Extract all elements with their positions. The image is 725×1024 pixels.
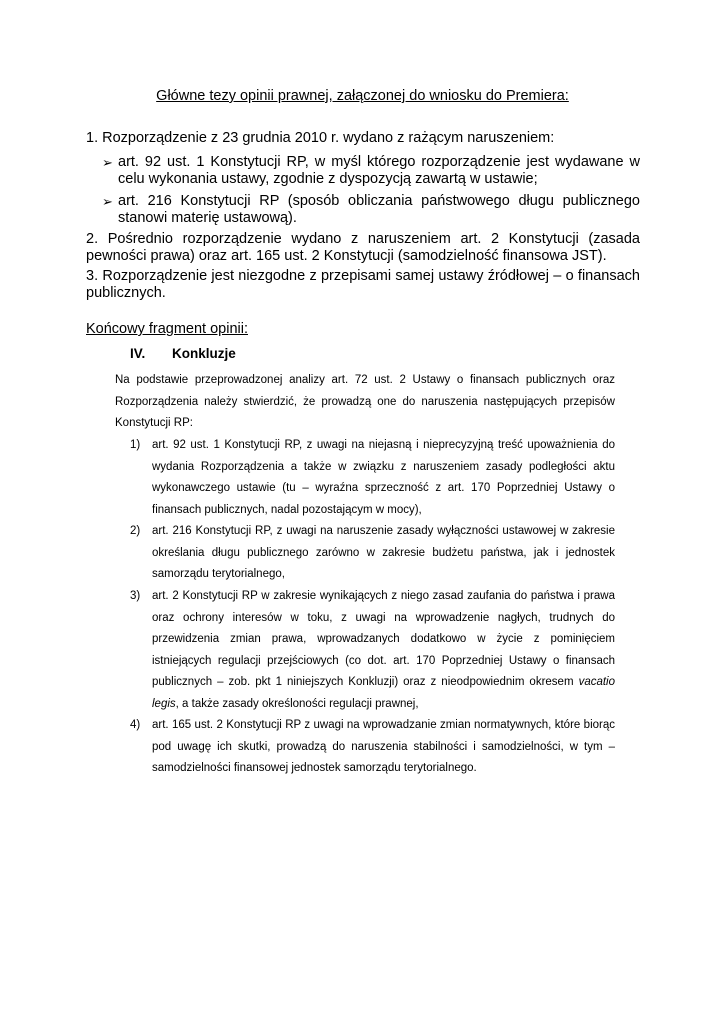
conclusion-intro: Na podstawie przeprowadzonej analizy art. 72 ust. 2 Ustawy o finansach publicznych oraz Rozporządzenia należy stwierdzić, że prowadzą one do naruszenia następujących przepisów Konstytucji RP:	[115, 374, 615, 429]
section-number: IV.	[130, 346, 146, 361]
point-2: 2. Pośrednio rozporządzenie wydano z naruszeniem art. 2 Konstytucji (zasada pewności prawa) oraz art. 165 ust. 2 Konstytucji (samodzielność finansowa JST).	[86, 231, 640, 264]
bullet-text: art. 92 ust. 1 Konstytucji RP, w myśl którego rozporządzenie jest wydawane w celu wykonania ustawy, zgodnie z dyspozycją zawartą w ustawie;	[118, 154, 640, 187]
list-item	[130, 586, 615, 715]
section-heading	[130, 346, 236, 361]
bullet-list-2	[102, 193, 640, 227]
document-title: Główne tezy opinii prawnej, załączonej do wniosku do Premiera:	[156, 88, 569, 104]
item-text: art. 2 Konstytucji RP w zakresie wynikających z niego zasad zaufania do państwa i prawa oraz ochrony interesów w toku, z uwagi na wprowadzenie nagłych, trudnych do przewidzenia zmian prawa, wprowadzanych dodatkowo w życie z pominięciem istniejących regulacji przejściowych (co dot. art. 170 Poprzedniej Ustawy o finansach publicznych – zob. pkt 1 niniejszych Konkluzji) oraz z nieodpowiednim okresem	[152, 590, 615, 688]
item-text: art. 92 ust. 1 Konstytucji RP, z uwagi na niejasną i nieprecyzyjną treść upoważnienia do wydania Rozporządzenia a także w związku z naruszeniem zasady podległości aktu wykonawczego ustawie (tu – wyraźna sprzeczność z art. 170 Poprzedniej Ustawy o finansach publicznych, nadal pozostającym w mocy),	[152, 439, 615, 516]
item-number: 2)	[130, 525, 141, 537]
item-number: 3)	[130, 590, 141, 602]
list-item	[130, 715, 615, 780]
item-number: 4)	[130, 719, 141, 731]
item-text: art. 216 Konstytucji RP, z uwagi na naruszenie zasady wyłączności ustawowej w zakresie określania długu publicznego zarówno w zakresie budżetu państwa, jak i jednostek samorządu terytorialnego,	[152, 525, 615, 580]
point-3: 3. Rozporządzenie jest niezgodne z przepisami samej ustawy źródłowej – o finansach publicznych.	[86, 268, 640, 301]
conclusion-list-4	[130, 715, 615, 780]
conclusion-list-3	[130, 586, 615, 715]
bullet-item	[102, 154, 640, 188]
bullet-list-1	[102, 154, 640, 188]
arrow-bullet-icon: ➢	[102, 155, 113, 170]
item-text: art. 165 ust. 2 Konstytucji RP z uwagi na wprowadzanie zmian normatywnych, które biorąc pod uwagę ich skutki, prowadzą do naruszenia stabilności i samodzielności, w tym – samodzielności finansowej jednostek samorządu terytorialnego.	[152, 719, 615, 774]
list-item	[130, 521, 615, 586]
conclusion-list-2	[130, 521, 615, 586]
bullet-item	[102, 193, 640, 227]
item-text-italic: vacatio legis	[152, 676, 615, 710]
item-number: 1)	[130, 439, 141, 451]
final-fragment-label: Końcowy fragment opinii:	[86, 321, 248, 337]
bullet-text: art. 216 Konstytucji RP (sposób obliczania państwowego długu publicznego stanowi materię ustawową).	[118, 193, 640, 226]
section-title: Konkluzje	[172, 346, 236, 361]
arrow-bullet-icon: ➢	[102, 194, 113, 209]
item-text-after: , a także zasady określoności regulacji prawnej,	[175, 697, 419, 710]
conclusion-list-1	[130, 435, 615, 521]
point-1: 1. Rozporządzenie z 23 grudnia 2010 r. wydano z rażącym naruszeniem:	[86, 130, 555, 146]
list-item	[130, 435, 615, 521]
